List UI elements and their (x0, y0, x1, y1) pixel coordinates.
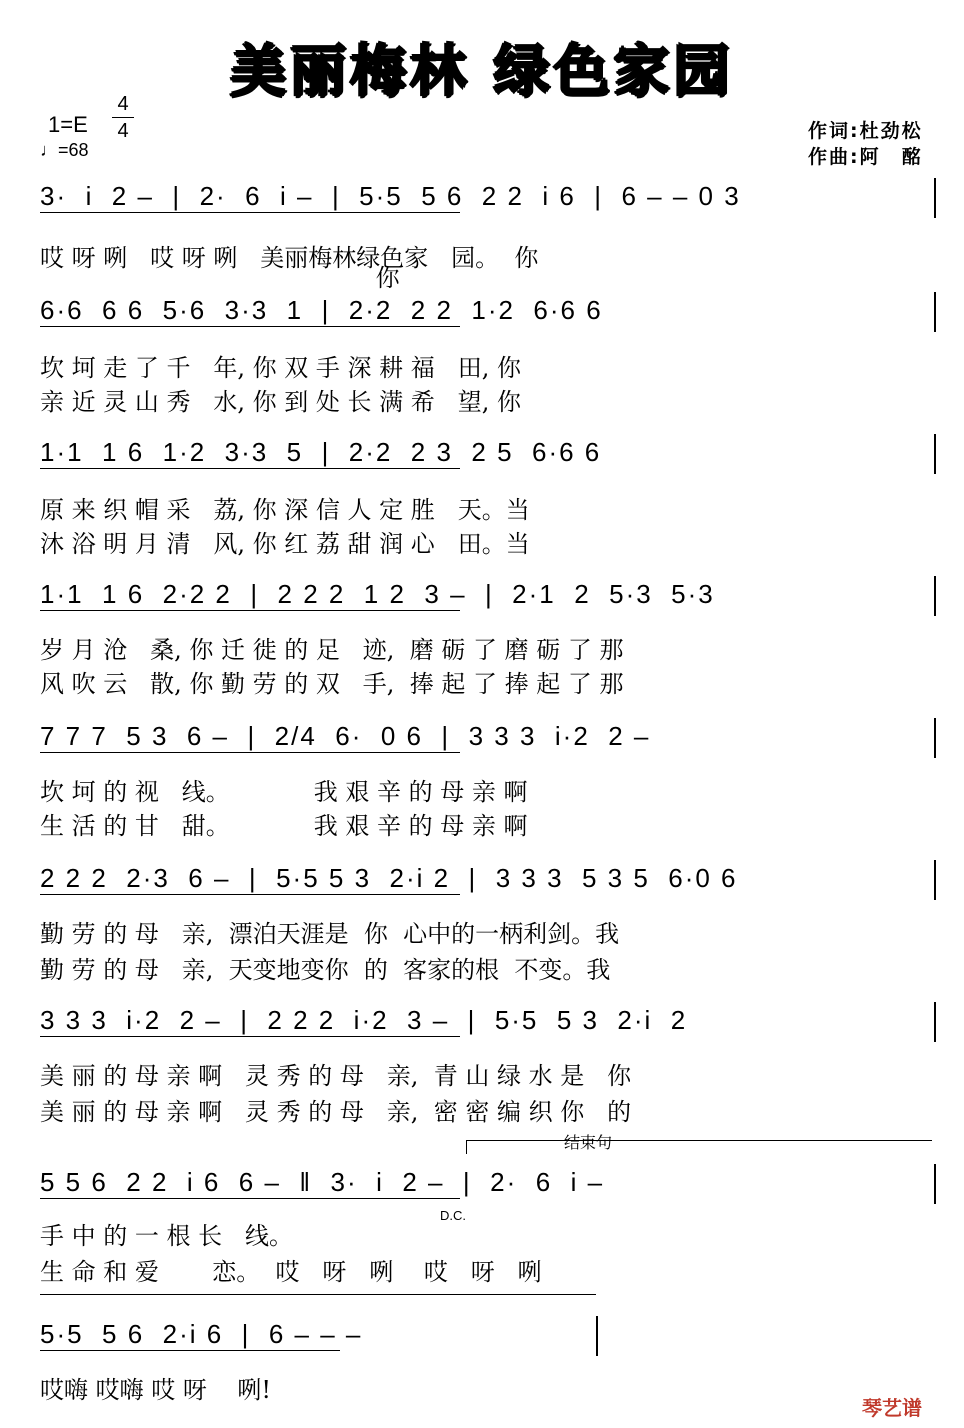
lyric-row-4-verse-2: 风 吹 云 散, 你 勤 劳 的 双 手, 捧 起 了 捧 起 了 那 (40, 670, 624, 698)
time-signature (112, 92, 134, 143)
lyric-row-7-verse-2: 美 丽 的 母 亲 啊 灵 秀 的 母 亲, 密 密 编 织 你 的 (40, 1098, 632, 1126)
lyric-row-1-verse-1: 哎 呀 咧 哎 呀 咧 美丽梅林绿色家 园。 你 (40, 244, 539, 272)
key-signature: 1=E (48, 112, 88, 137)
row-end-barline (596, 1316, 598, 1356)
beam-line (40, 212, 460, 213)
lyric-row-6-verse-2: 勤 劳 的 母 亲, 天变地变你 的 客家的根 不变。我 (40, 956, 611, 984)
composer-credit: 作曲:阿 酩 (808, 146, 923, 168)
ending-bracket (466, 1140, 932, 1141)
ending-label: 结束句 (564, 1133, 613, 1152)
notes-row-8: 5 5 6 2 2 i 6 6 – ‖ 3· i 2 – | 2· 6 i – (40, 1167, 605, 1197)
beam-line (40, 326, 460, 327)
notes-row-6: 2 2 2 2·3 6 – | 5·5 5 3 2·i 2 | 3 3 3 5 3 5 6·0 6 (40, 863, 738, 893)
lyric-row-9-verse-1: 哎嗨 哎嗨 哎 呀 咧! (40, 1376, 272, 1404)
lyric-row-3-verse-2: 沐 浴 明 月 清 风, 你 红 荔 甜 润 心 田。当 (40, 530, 530, 558)
tempo-mark: ♩=68 (40, 140, 89, 160)
lyric-row-5-verse-2: 生 活 的 甘 甜。 我 艰 辛 的 母 亲 啊 (40, 812, 528, 840)
notes-row-3: 1·1 1 6 1·2 3·3 5 | 2·2 2 3 2 5 6·6 6 (40, 437, 602, 467)
song-title: 美丽梅林 绿色家园 (230, 40, 734, 105)
row-end-barline (934, 434, 936, 474)
lyric-row-5-verse-1: 坎 坷 的 视 线。 我 艰 辛 的 母 亲 啊 (40, 778, 528, 806)
lyric-row-3-verse-1: 原 来 织 帽 采 荔, 你 深 信 人 定 胜 天。当 (40, 496, 530, 524)
lyricist-credit: 作词:杜劲松 (808, 120, 923, 142)
row-end-barline (934, 292, 936, 332)
watermark: 琴艺谱 (862, 1396, 922, 1420)
notes-row-2: 6·6 6 6 5·6 3·3 1 | 2·2 2 2 1·2 6·6 6 (40, 295, 603, 325)
notes-row-5: 7 7 7 5 3 6 – | 2/4 6· 0 6 | 3 3 3 i·2 2 – (40, 721, 651, 751)
beam-line (40, 1198, 460, 1199)
beam-line (40, 894, 460, 895)
dc-mark: D.C. (440, 1208, 466, 1223)
row-end-barline (934, 178, 936, 218)
lyric-row-2-verse-2: 亲 近 灵 山 秀 水, 你 到 处 长 满 希 望, 你 (40, 388, 521, 416)
beam-line (40, 468, 460, 469)
lyric-row-8-verse-2: 生 命 和 爱 恋。 哎 呀 咧 哎 呀 咧 (40, 1258, 542, 1286)
lyric-row-6-verse-1: 勤 劳 的 母 亲, 漂泊天涯是 你 心中的一柄利剑。我 (40, 920, 620, 948)
ending-bracket-tick (466, 1140, 467, 1154)
lyric-row-2-verse-1: 坎 坷 走 了 千 年, 你 双 手 深 耕 福 田, 你 (40, 354, 521, 382)
notes-row-1: 3· i 2 – | 2· 6 i – | 5·5 5 6 2 2 i 6 | 6 – – 0 3 (40, 181, 741, 211)
row-end-barline (934, 860, 936, 900)
beam-line (40, 1036, 460, 1037)
notes-row-9: 5·5 5 6 2·i 6 | 6 – – – (40, 1319, 363, 1349)
row-end-barline (934, 1002, 936, 1042)
row-end-barline (934, 718, 936, 758)
beam-line (40, 610, 460, 611)
lyric-row-8-verse-1: 手 中 的 一 根 长 线。 (40, 1222, 294, 1250)
row-end-barline (934, 1164, 936, 1204)
lyric-row-4-verse-1: 岁 月 沧 桑, 你 迁 徙 的 足 迹, 磨 砺 了 磨 砺 了 那 (40, 636, 624, 664)
beam-line (40, 1350, 340, 1351)
row-end-barline (934, 576, 936, 616)
time-bottom: 4 (117, 120, 129, 142)
notes-row-4: 1·1 1 6 2·2 2 | 2 2 2 1 2 3 – | 2·1 2 5·3 5·3 (40, 579, 715, 609)
beam-line (40, 752, 460, 753)
lyric-row-1-verse-2: 你 (40, 264, 400, 292)
notes-row-7: 3 3 3 i·2 2 – | 2 2 2 i·2 3 – | 5·5 5 3 2·i 2 (40, 1005, 688, 1035)
time-top: 4 (117, 93, 129, 115)
lyric-row-7-verse-1: 美 丽 的 母 亲 啊 灵 秀 的 母 亲, 青 山 绿 水 是 你 (40, 1062, 632, 1090)
time-bar (112, 117, 134, 118)
coda-bracket (40, 1294, 596, 1295)
